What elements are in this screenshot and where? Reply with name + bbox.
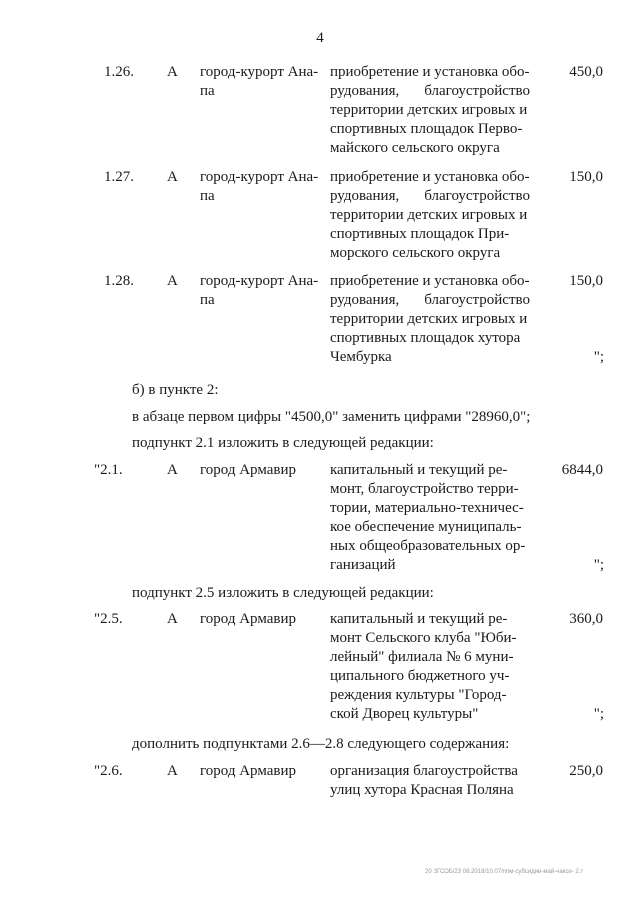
purpose-line: кое обеспечение муниципаль- <box>330 519 522 535</box>
purpose <box>330 272 530 367</box>
purpose-line: монт Сельского клуба "Юби- <box>330 630 517 646</box>
purpose-line: ных общеобразовательных ор- <box>330 538 526 554</box>
purpose-line: морского сельского округа <box>330 245 501 261</box>
purpose-line: спортивных площадок хутора <box>330 330 521 346</box>
municipality <box>200 461 318 480</box>
municipality-line: па <box>200 83 215 99</box>
purpose-line: капитальный и текущий ре- <box>330 462 508 478</box>
paragraph: б) в пункте 2: <box>132 382 219 398</box>
municipality <box>200 63 318 101</box>
purpose-line <box>330 291 530 310</box>
purpose-line: организация благоустройства <box>330 763 518 779</box>
purpose-line: территории детских игровых и <box>330 207 528 223</box>
purpose-line: майского сельского округа <box>330 140 500 156</box>
word: благоустройство <box>424 292 530 308</box>
municipality-line: па <box>200 188 215 204</box>
category: А <box>167 763 178 779</box>
word: рудования, <box>330 188 400 204</box>
purpose-line: ганизаций <box>330 557 396 573</box>
amount: 450,0 <box>569 64 603 80</box>
purpose-line: приобретение и установка обо- <box>330 169 530 185</box>
municipality-line: город Армавир <box>200 611 296 627</box>
footer-filename: 20 ЗГСОБ/23 08.2018/10.07/ппм-субсидии-май-чакси- 2.т <box>425 869 584 875</box>
purpose-line: реждения культуры "Город- <box>330 687 507 703</box>
item-number: 1.27. <box>104 169 134 185</box>
item-number: 1.28. <box>104 273 134 289</box>
municipality-line: город Армавир <box>200 462 296 478</box>
item-number: 1.26. <box>104 64 134 80</box>
category: А <box>167 611 178 627</box>
municipality-line: город Армавир <box>200 763 296 779</box>
category: А <box>167 273 178 289</box>
municipality-line: город-курорт Ана- <box>200 273 319 289</box>
purpose-line <box>330 82 530 101</box>
paragraph: подпункт 2.5 изложить в следующей редакции: <box>132 585 434 601</box>
purpose-line: монт, благоустройство терри- <box>330 481 519 497</box>
municipality <box>200 272 318 310</box>
purpose-line <box>330 187 530 206</box>
amount: 250,0 <box>569 763 603 779</box>
purpose-line: спортивных площадок Перво- <box>330 121 523 137</box>
purpose-line: капитальный и текущий ре- <box>330 611 508 627</box>
paragraph: дополнить подпунктами 2.6—2.8 следующего содержания: <box>132 736 510 752</box>
word: благоустройство <box>424 188 530 204</box>
purpose-line: Чембурка <box>330 349 392 365</box>
purpose <box>330 610 530 724</box>
purpose <box>330 63 530 158</box>
purpose-line: тории, материально-техничес- <box>330 500 524 516</box>
purpose <box>330 168 530 263</box>
closing-quote: "; <box>593 706 604 722</box>
category: А <box>167 169 178 185</box>
purpose <box>330 461 530 575</box>
purpose-line: спортивных площадок При- <box>330 226 510 242</box>
closing-quote: "; <box>593 349 604 365</box>
purpose-line: улиц хутора Красная Поляна <box>330 782 514 798</box>
item-number: "2.5. <box>94 611 123 627</box>
purpose-line: территории детских игровых и <box>330 102 528 118</box>
category: А <box>167 462 178 478</box>
municipality <box>200 168 318 206</box>
item-number: "2.1. <box>94 462 123 478</box>
purpose-line: приобретение и установка обо- <box>330 64 530 80</box>
purpose-line: территории детских игровых и <box>330 311 528 327</box>
paragraph: в абзаце первом цифры "4500,0" заменить цифрами "28960,0"; <box>132 409 531 425</box>
amount: 360,0 <box>569 611 603 627</box>
word: рудования, <box>330 83 400 99</box>
purpose-line: ципального бюджетного уч- <box>330 668 510 684</box>
purpose-line: ской Дворец культуры" <box>330 706 479 722</box>
category: А <box>167 64 178 80</box>
word: рудования, <box>330 292 400 308</box>
closing-quote: "; <box>593 557 604 573</box>
amount: 150,0 <box>569 273 603 289</box>
word: благоустройство <box>424 83 530 99</box>
purpose <box>330 762 530 800</box>
municipality-line: город-курорт Ана- <box>200 64 319 80</box>
municipality-line: город-курорт Ана- <box>200 169 319 185</box>
purpose-line: лейный" филиала № 6 муни- <box>330 649 514 665</box>
municipality <box>200 762 318 781</box>
page-number: 4 <box>316 30 324 46</box>
purpose-line: приобретение и установка обо- <box>330 273 530 289</box>
amount: 150,0 <box>569 169 603 185</box>
municipality <box>200 610 318 629</box>
paragraph: подпункт 2.1 изложить в следующей редакции: <box>132 435 434 451</box>
municipality-line: па <box>200 292 215 308</box>
amount: 6844,0 <box>561 462 603 478</box>
item-number: "2.6. <box>94 763 123 779</box>
